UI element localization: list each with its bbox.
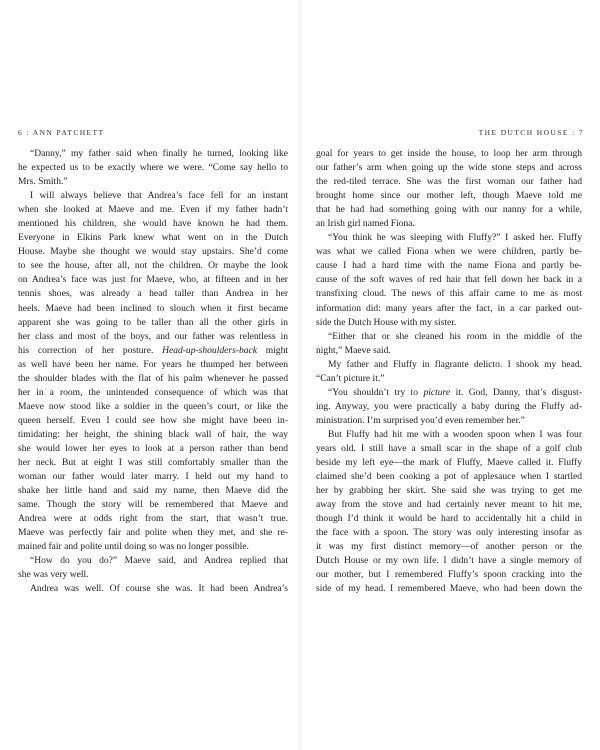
- text-line: shake her little hand and said my name, then Maeve did the: [18, 485, 288, 497]
- text-line: ministration. I’m surprised you’d even remember her.”: [316, 414, 525, 426]
- text-line: years old. I still have a small scar in the shape of a golf club: [316, 442, 582, 454]
- text-line: our father’s arm when going up the wide stone steps and across: [316, 162, 582, 174]
- text-line: woman our father would later marry. I held out my hand to: [18, 471, 288, 483]
- text-line: claimed she’d been cooking a pot of applesauce when I startled: [316, 471, 582, 483]
- text-line: night,” Maeve said.: [316, 344, 391, 356]
- text-line: an Irish girl named Fiona.: [316, 218, 415, 230]
- text-line: “Either that or she cleaned his room in the middle of the: [328, 330, 582, 342]
- text-line: mained fair and polite until doing so was no longer possible.: [18, 541, 249, 553]
- text-line: side of my head. I remembered Maeve, who had been down the: [316, 583, 582, 595]
- text-line: to see the house, after all, not the children. Or maybe the look: [18, 260, 288, 272]
- text-line: brought home since our mother left, though Maeve told me: [316, 190, 582, 202]
- text-line: “How do you do?” Maeve said, and Andrea replied that: [30, 555, 288, 567]
- text-line: information did: many years after the fact, in a car parked out-: [316, 302, 582, 314]
- right-page: [300, 0, 600, 750]
- text-line: she would lower her eyes to look at a person rather than bend: [18, 442, 288, 454]
- text-line: transfixing cloud. The news of this affair came to me as most: [316, 288, 582, 300]
- text-line: Maeve now stood like a soldier in the queen’s court, or like the: [18, 400, 288, 412]
- text-line: cause I had a hard time with the name Fiona and partly be-: [316, 260, 582, 272]
- right-running-head: THE DUTCH HOUSE : 7: [478, 128, 584, 137]
- text-line: she was very well.: [18, 569, 89, 581]
- text-line: Maeve was perfectly fair and polite when they met, and she re-: [18, 527, 288, 539]
- text-line: was what we called Fiona when we were children, partly be-: [316, 246, 582, 258]
- text-line: on Andrea’s face was just for Maeve, who, at fifteen and in her: [18, 274, 288, 286]
- text-line: he expected us to be exactly where we were. “Come say hello to: [18, 162, 288, 174]
- text-line: her class and most of the boys, and our father was relentless in: [18, 330, 288, 342]
- text-line: the shoulder blades with the flat of his palm whenever he passed: [18, 372, 288, 384]
- text-line: ing. Anyway, you were practically a baby during the Fluffy ad-: [316, 400, 582, 412]
- text-line: I will always believe that Andrea’s face fell for an instant: [30, 190, 288, 202]
- text-line: that he had had something going with our nanny for a while,: [316, 204, 582, 216]
- text-line: away from the stove and had certainly never meant to hit me,: [316, 499, 582, 511]
- text-line: her in a room, the unintended consequence of which was that: [18, 386, 288, 398]
- text-line: heels. Maeve had been inclined to slouch when it first became: [18, 302, 288, 314]
- text-line: Everyone in Elkins Park knew what went on in the Dutch: [18, 232, 288, 244]
- left-page-text: [18, 147, 288, 597]
- text-line: the face with a spoon. The story was only interesting insofar as: [316, 527, 582, 539]
- text-line: “Danny,” my father said when finally he turned, looking like: [30, 148, 288, 159]
- text-line: mentioned his children, she would have known he had them.: [18, 218, 288, 230]
- text-line: Andrea were at odds right from the start, that wasn’t true.: [18, 513, 288, 525]
- text-line: as well have been her name. For years he thumped her between: [18, 358, 288, 370]
- text-line: when she looked at Maeve and me. Even if my father hadn’t: [18, 204, 288, 216]
- text-line: Andrea was well. Of course she was. It had been Andrea’s: [30, 583, 288, 595]
- text-line: her by grabbing her skirt. She said she was trying to get me: [316, 485, 582, 497]
- text-line: “You think he was sleeping with Fluffy?” I asked her. Fluffy: [328, 232, 582, 244]
- text-line: tennis shoes, was already a head taller than Andrea in her: [18, 288, 288, 300]
- right-page-text: [316, 147, 582, 597]
- text-line: But Fluffy had hit me with a wooden spoon when I was four: [328, 428, 582, 440]
- text-line: side the Dutch House with my sister.: [316, 316, 457, 328]
- text-line: Mrs. Smith.”: [18, 176, 68, 188]
- text-line: her neck. But at eight I was still comfortably smaller than the: [18, 457, 288, 469]
- text-line: goal for years to get inside the house, to loop her arm through: [316, 148, 582, 159]
- text-line: “Can’t picture it.”: [316, 372, 385, 384]
- text-line: House. Maybe she thought we would stay upstairs. She’d come: [18, 246, 288, 258]
- text-line: “You shouldn’t try to picture it. God, Danny, that’s disgust-: [328, 386, 582, 398]
- text-line: Dutch House or my own life. I didn’t have a single memory of: [316, 555, 582, 567]
- text-line: beside my left eye—the mark of Fluffy, Maeve called it. Fluffy: [316, 457, 582, 469]
- text-line: same. Though the story will be remembered that Maeve and: [18, 499, 288, 511]
- text-line: cause of the soft waves of red hair that fell down her back in a: [316, 274, 582, 286]
- text-line: timidating: her height, the shining black wall of hair, the way: [18, 428, 288, 440]
- text-line: the red-tiled terrace. She was the first woman our father had: [316, 176, 582, 188]
- text-line: My father and Fluffy in flagrante delicto. I shook my head.: [328, 358, 582, 370]
- text-line: our mother, but I remembered Fluffy’s spoon cracking into the: [316, 569, 582, 581]
- text-line: queen herself. Even I could see how she might have been in-: [18, 414, 288, 426]
- text-line: though I’d think it would be hard to accidentally hit a child in: [316, 513, 582, 525]
- text-line: his correction of her posture. Head-up-shoulders-back might: [18, 344, 288, 356]
- text-line: it was my first distinct memory—of another person or the: [316, 541, 582, 553]
- left-running-head: 6 : ANN PATCHETT: [18, 128, 105, 137]
- text-line: apparent she was going to be taller than all the other girls in: [18, 316, 288, 328]
